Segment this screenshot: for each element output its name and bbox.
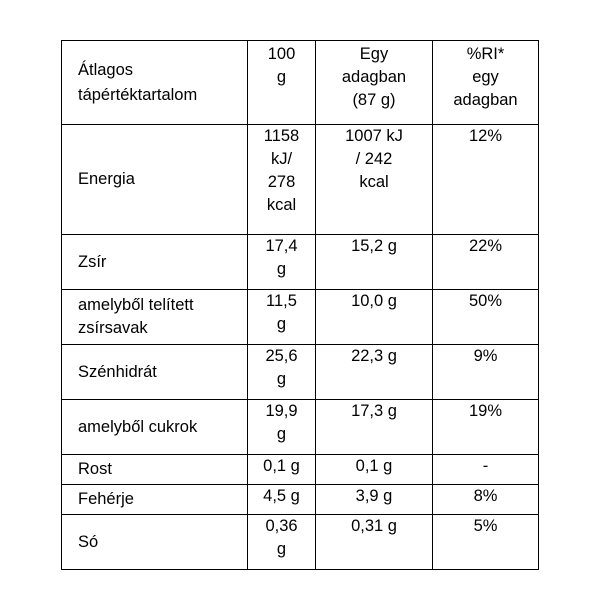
value-per-100g: 17,4 g <box>248 235 316 290</box>
value-ri-percent: 12% <box>433 125 539 235</box>
nutrient-name: Szénhidrát <box>62 345 248 400</box>
header-per-100g: 100 g <box>248 41 316 125</box>
value-per-serving: 10,0 g <box>316 290 433 345</box>
table-row-saturated-fat <box>62 290 539 345</box>
nutrient-name: Zsír <box>62 235 248 290</box>
value-per-100g: 11,5 g <box>248 290 316 345</box>
table-row-fat <box>62 235 539 290</box>
value-per-100g: 4,5 g <box>248 485 316 515</box>
table-row-sugars <box>62 400 539 455</box>
nutrition-table <box>61 40 539 570</box>
nutrient-name: amelyből cukrok <box>62 400 248 455</box>
value-per-100g: 25,6 g <box>248 345 316 400</box>
value-per-serving: 0,31 g <box>316 515 433 570</box>
nutrient-name: Fehérje <box>62 485 248 515</box>
table-row-carbohydrate <box>62 345 539 400</box>
table-row-energy <box>62 125 539 235</box>
table-row-protein <box>62 485 539 515</box>
header-ri-percent: %RI* egy adagban <box>433 41 539 125</box>
nutrient-name: amelyből telített zsírsavak <box>62 290 248 345</box>
value-ri-percent: 5% <box>433 515 539 570</box>
nutrient-name: Só <box>62 515 248 570</box>
header-per-serving: Egy adagban (87 g) <box>316 41 433 125</box>
nutrient-name: Energia <box>62 125 248 235</box>
value-ri-percent: 22% <box>433 235 539 290</box>
value-per-serving: 0,1 g <box>316 455 433 485</box>
value-ri-percent: - <box>433 455 539 485</box>
value-per-serving: 22,3 g <box>316 345 433 400</box>
value-per-100g: 0,36 g <box>248 515 316 570</box>
value-ri-percent: 50% <box>433 290 539 345</box>
value-per-serving: 15,2 g <box>316 235 433 290</box>
nutrient-name: Rost <box>62 455 248 485</box>
value-per-serving: 17,3 g <box>316 400 433 455</box>
table-row-fibre <box>62 455 539 485</box>
value-ri-percent: 8% <box>433 485 539 515</box>
value-per-100g: 1158 kJ/ 278 kcal <box>248 125 316 235</box>
value-per-serving: 3,9 g <box>316 485 433 515</box>
table-row-salt <box>62 515 539 570</box>
table-header-row <box>62 41 539 125</box>
value-ri-percent: 9% <box>433 345 539 400</box>
value-per-serving: 1007 kJ / 242 kcal <box>316 125 433 235</box>
value-per-100g: 19,9 g <box>248 400 316 455</box>
value-ri-percent: 19% <box>433 400 539 455</box>
header-nutrient: Átlagos tápértéktartalom <box>62 41 248 125</box>
value-per-100g: 0,1 g <box>248 455 316 485</box>
